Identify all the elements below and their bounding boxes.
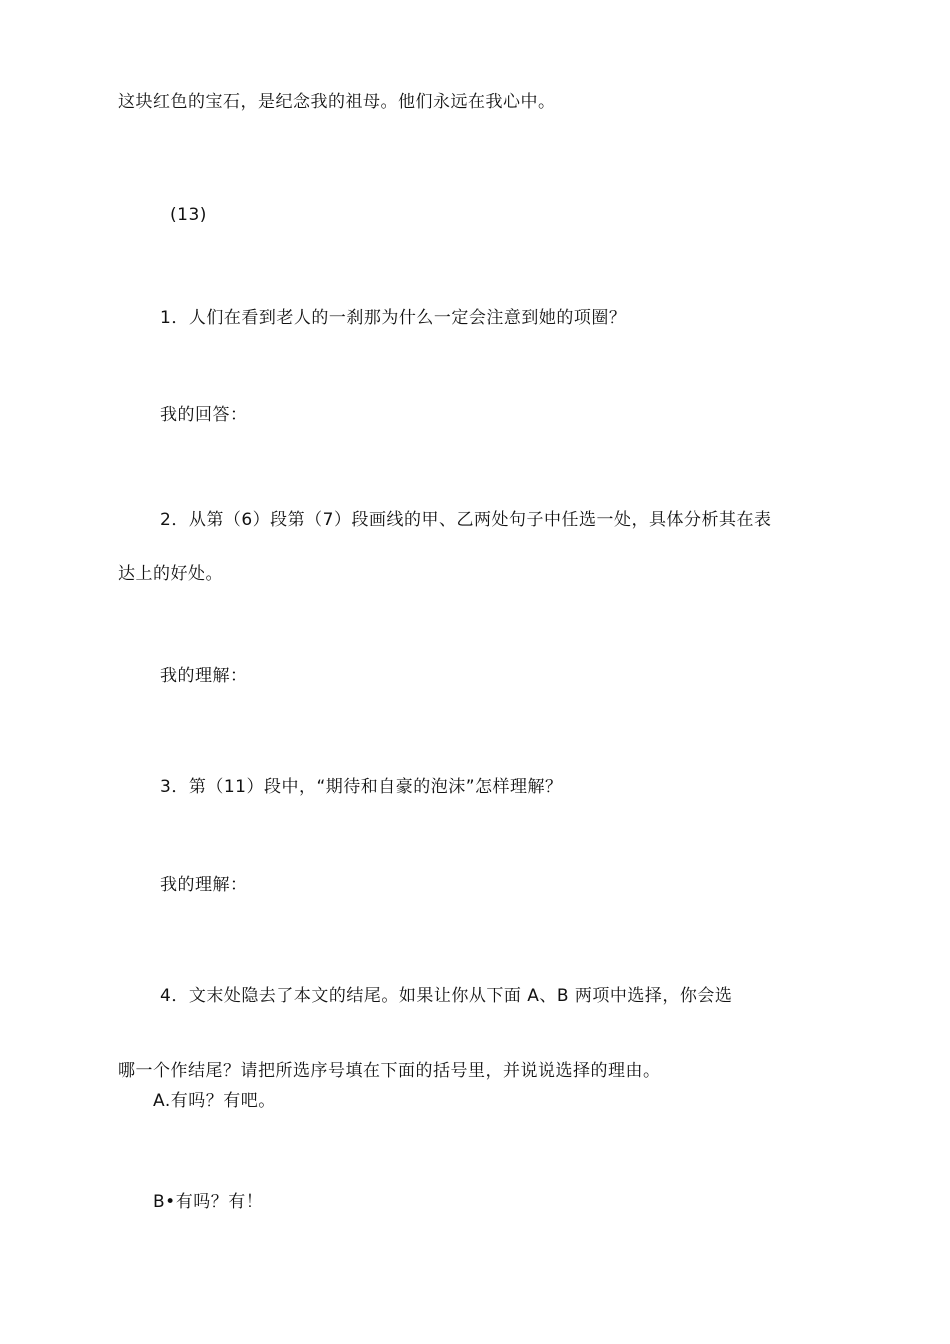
answer-label-1: 我的回答： — [160, 405, 248, 425]
closing-sentence: 这块红色的宝石，是纪念我的祖母。他们永远在我心中。 — [118, 92, 556, 112]
question-2-line-1: 2．从第（6）段第（7）段画线的甲、乙两处句子中任选一处，具体分析其在表 — [160, 510, 772, 530]
section-number: (13) — [170, 205, 207, 225]
question-4-line-1: 4．文末处隐去了本文的结尾。如果让你从下面 A、B 两项中选择，你会选 — [160, 986, 733, 1006]
question-1: 1．人们在看到老人的一刹那为什么一定会注意到她的项圈？ — [160, 308, 627, 328]
answer-label-2: 我的理解： — [160, 666, 248, 686]
question-2-line-2: 达上的好处。 — [118, 564, 223, 584]
option-a: A.有吗？有吧。 — [153, 1091, 276, 1111]
answer-label-3: 我的理解： — [160, 875, 248, 895]
question-3: 3．第（11）段中，“期待和自豪的泡沫”怎样理解？ — [160, 777, 563, 797]
question-4-line-2: 哪一个作结尾？请把所选序号填在下面的括号里，并说说选择的理由。 — [118, 1061, 661, 1081]
option-b: B•有吗？有！ — [153, 1192, 264, 1212]
